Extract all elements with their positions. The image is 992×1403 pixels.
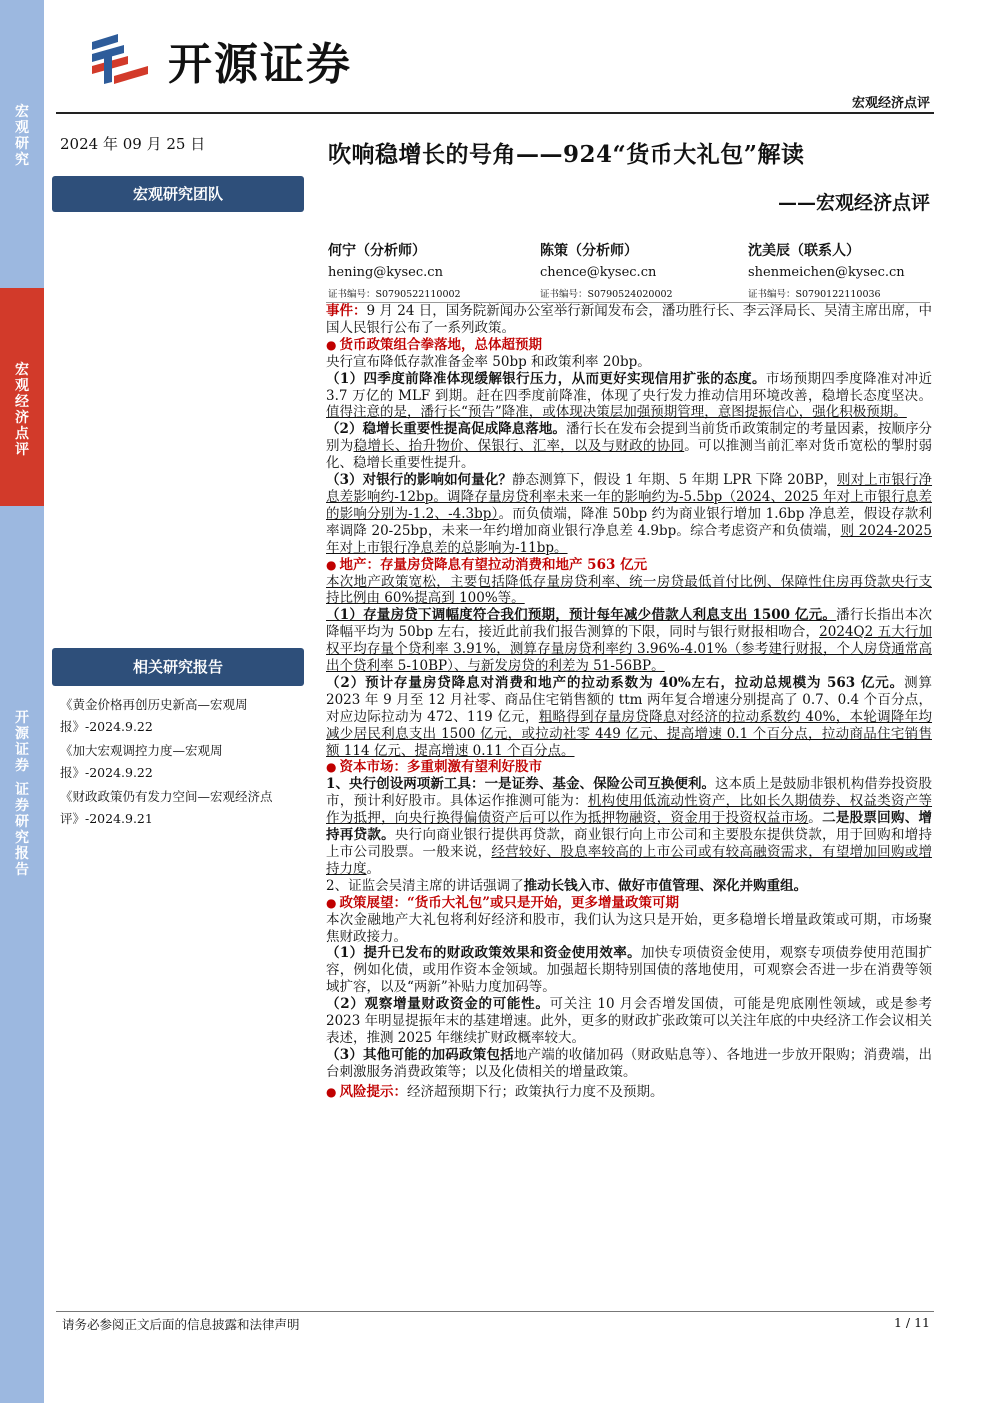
sidebar-char: 观: [15, 378, 29, 394]
event-label: 事件：: [326, 303, 367, 319]
brand-logo-icon: [88, 32, 160, 88]
analyst-name: 沈美辰（联系人）: [748, 243, 860, 259]
section-heading-text: 货币政策组合拳落地，总体超预期: [339, 336, 542, 353]
sidebar-char: 研: [15, 136, 29, 152]
bold-text: （1）四季度前降准体现缓解银行压力，从而更好实现信用扩张的态度。: [326, 370, 766, 387]
analyst-card: [540, 240, 673, 306]
sidebar-char: 宏: [15, 104, 29, 120]
section-heading-text: 资本市场：多重刺激有望利好股市: [339, 759, 542, 776]
text: 。: [808, 810, 823, 827]
text: 可关注 10 月会否增发国债，可能是兜底刚性领域，或是参考 2023 年明显提振年末的基建增速。此外，更多的财政扩张政策可以关注年底的中央经济工作会议相关表述，推测 2025 年继续扩财政概率较大。: [326, 996, 932, 1046]
analyst-email[interactable]: shenmeichen@kysec.cn: [748, 265, 905, 280]
related-report-link[interactable]: 《黄金价格再创历史新高—宏观周报》-2024.9.22: [60, 697, 248, 734]
underlined-text: 机构使用低流动性资产，比如长久期债券、权益类资产等作为抵押，向央行换得偏债资产后可以作为抵押物融资，资金用于投资权益市场: [326, 793, 933, 827]
bullet-icon: ●: [326, 760, 337, 775]
section-heading: [326, 759, 932, 776]
analyst-email[interactable]: hening@kysec.cn: [328, 265, 443, 280]
paragraph: [326, 472, 932, 557]
sidebar-char: 宏: [15, 362, 29, 378]
paragraph: 央行宣布降低存款准备金率 50bp 和政策利率 20bp。: [326, 353, 651, 370]
section-heading: [326, 557, 932, 574]
analyst-license: 证书编号：S0790522110002: [328, 289, 461, 300]
text: 潘行长在发布会提到当前货币政策制定的考量因素，按顺序分别为: [326, 421, 933, 455]
section-heading: [326, 337, 932, 354]
sidebar-char: 证: [15, 742, 29, 758]
page-number: 1 / 11: [893, 1315, 930, 1330]
text: 。而负债端，降准 50bp 约为商业银行增加 1.6bp 净息差，假设存款利率调降 20-25bp，未来一年约增加商业银行净息差 4.9bp。综合考虑资产和负债端，: [326, 505, 932, 539]
bold-text: （2）观察增量财政资金的可能性。: [326, 996, 550, 1013]
text: 潘行长指出本次降幅平均为 50bp 左右，接近此前我们报告测算的下限，同时与银行财报相吻合，: [326, 607, 933, 641]
sidebar-char: 报: [15, 846, 29, 862]
underlined-text: 经营较好、股息率较高的上市公司或有较高融资需求，有望增加回购或增持力度: [326, 844, 933, 877]
paragraph: [326, 945, 932, 996]
bullet-icon: ●: [326, 895, 337, 910]
paragraph: [326, 996, 932, 1047]
related-reports-label: 相关研究报告: [52, 648, 304, 686]
underlined-text: 2024Q2 五大行加权平均存量个贷利率 3.91%，测算存量房贷利率约 3.96%-4.01%（参考建行财报，个人房贷通常高出个贷利率 5-10BP）、与新发房贷的利差为 51-56BP。: [326, 624, 933, 675]
paragraph: [326, 878, 932, 895]
report-body: [326, 303, 932, 1101]
bullet-icon: ●: [326, 557, 337, 572]
text: 测算 2023 年 9 月至 12 月社零、商品住宅销售额的 ttm 两年复合增速分别提高了 0.7、0.4 个百分点，对应边际拉动为 472、119 亿元，: [326, 674, 932, 725]
sidebar-segment-brand-report: [0, 506, 44, 1403]
team-label-box: 宏观研究团队: [52, 176, 304, 212]
bullet-icon: ●: [326, 337, 337, 352]
sidebar-char: 券: [15, 758, 29, 774]
bold-text: （3）对银行的影响如何量化？: [326, 472, 512, 489]
bold-text: （2）稳增长重要性提高促成降息落地。: [326, 421, 566, 438]
underlined-text: 则对上市银行净息差影响约-12bp。调降存量房贷利率未来一年的影响约为-5.5bp（2024、2025 年对上市银行息差的影响分别为-1.2、-4.3bp）: [326, 472, 933, 522]
related-reports-list: [60, 694, 308, 832]
related-report-link[interactable]: 《加大宏观调控力度—宏观周报》-2024.9.22: [60, 743, 223, 780]
related-report-link[interactable]: 《财政政策仍有发力空间—宏观经济点评》-2024.9.21: [60, 789, 273, 826]
analyst-name: 陈策（分析师）: [540, 243, 638, 259]
report-subtitle: ——宏观经济点评: [777, 192, 930, 214]
paragraph: [326, 421, 932, 472]
paragraph: [326, 675, 932, 760]
analyst-license: 证书编号：S0790122110036: [748, 289, 881, 300]
underlined-text: 则 2024-2025 年对上市银行净息差的总影响为-11bp。: [326, 522, 932, 556]
section-heading-text: 政策展望：“货币大礼包”或只是开始，更多增量政策可期: [339, 894, 680, 911]
underlined-text: 值得注意的是，潘行长“预告”降准，或体现决策层加强预期管理，意图提振信心，强化积极预期。: [326, 404, 907, 421]
paragraph: [326, 607, 932, 675]
sidebar-char: 证: [15, 782, 29, 798]
sidebar-char: 点: [15, 426, 29, 442]
report-title: 吹响稳增长的号角——924“货币大礼包”解读: [328, 141, 805, 168]
underlined-text: 粗略得到存量房贷降息对经济的拉动系数约 40%，本轮调降年均减少居民利息支出 1500 亿元，或拉动社零 449 亿元、提高增速 0.1 个百分点，拉动商品住宅销售额 114 亿元、提高增速 0.11 个百分点。: [326, 708, 933, 759]
sidebar-char: 开: [15, 710, 29, 726]
analyst-license: 证书编号：S0790524020002: [540, 289, 673, 300]
sidebar-char: 源: [15, 726, 29, 742]
paragraph: 本次金融地产大礼包将利好经济和股市，我们认为这只是开始，更多稳增长增量政策或可期，市场聚焦财政接力。: [326, 911, 932, 945]
text: 。: [366, 860, 380, 877]
analyst-name: 何宁（分析师）: [328, 243, 426, 259]
bold-text: （1）存量房贷下调幅度符合我们预期，预计每年减少借款人利息支出 1500 亿元。: [326, 607, 837, 624]
bullet-icon: ●: [326, 1084, 337, 1099]
text: 静态测算下，假设 1 年期、5 年期 LPR 下降 20BP，: [511, 472, 838, 489]
paragraph: [326, 1047, 932, 1081]
text: 。可以推测当前汇率对货币宽松的掣肘弱化、稳增长重要性提升。: [326, 438, 933, 472]
sidebar-char: 究: [15, 152, 29, 168]
event-text: 9 月 24 日，国务院新闻办公室举行新闻发布会，潘功胜行长、李云泽局长、吴清主席出席，中国人民银行公布了一系列政策。: [326, 303, 933, 336]
bold-text: （2）预计存量房贷降息对消费和地产的拉动系数为 40%左右，拉动总规模为 563 亿元。: [326, 674, 905, 691]
sidebar-char: 研: [15, 814, 29, 830]
analyst-card: [748, 240, 905, 306]
footer-disclaimer: 请务必参阅正文后面的信息披露和法律声明: [62, 1317, 300, 1332]
risk-label: 风险提示：: [339, 1083, 407, 1100]
vertical-sidebar: [0, 0, 44, 1403]
sidebar-char: 券: [15, 798, 29, 814]
risk-text: 经济超预期下行；政策执行力度不及预期。: [406, 1083, 664, 1100]
sidebar-char: 济: [15, 410, 29, 426]
event-paragraph: [326, 303, 932, 337]
sidebar-char: 告: [15, 862, 29, 878]
analyst-email[interactable]: chence@kysec.cn: [540, 265, 657, 280]
text: 央行向商业银行提供再贷款，商业银行向上市公司和主要股东提供贷款，用于回购和增持上市公司股票。一般来说，: [326, 827, 933, 860]
bold-text: 推动长钱入市、做好市值管理、深化并购重组。: [523, 877, 808, 894]
sidebar-segment-macro-review: [0, 288, 44, 506]
text: 2、证监会吴清主席的讲话强调了: [326, 877, 524, 894]
text: 地产端的收储加码（财政贴息等）、各地进一步放开限购；消费端，出台刺激服务消费政策等；以及化债相关的增量政策。: [326, 1046, 932, 1080]
bold-text: （1）提升已发布的财政政策效果和资金使用效率。: [326, 945, 642, 962]
report-date: 2024 年 09 月 25 日: [60, 135, 206, 153]
sidebar-char: 观: [15, 120, 29, 136]
header-category: 宏观经济点评: [851, 96, 930, 111]
analyst-card: [328, 240, 461, 306]
bold-text: 二是股票回购、增持再贷款。: [326, 810, 933, 844]
sidebar-segment-macro-research: [0, 0, 44, 288]
sidebar-char: 经: [15, 394, 29, 410]
text: 市场预期四季度降准对冲近 3.7 万亿的 MLF 到期。赶在四季度前降准，体现了央行发力推动信用环境改善，稳增长态度坚决。: [326, 370, 932, 404]
footer-divider: [56, 1311, 934, 1312]
bold-text: （3）其他可能的加码政策包括: [326, 1046, 514, 1063]
paragraph: [326, 776, 932, 877]
paragraph: 本次地产政策宽松，主要包括降低存量房贷利率、统一房贷最低首付比例、保障性住房再贷款央行支持比例由 60%提高到 100%等。: [326, 573, 932, 607]
paragraph: [326, 371, 932, 422]
brand-name: 开源证券: [168, 39, 352, 90]
text: 加快专项债资金使用，观察专项债券使用范围扩容，例如化债，或用作资本金领域。加强超长期特别国债的落地使用，可观察会否进一步在消费等领域扩容，以及“两新”补贴力度加码等。: [326, 945, 933, 996]
section-heading: [326, 895, 932, 912]
header-divider: [56, 112, 934, 114]
underlined-text: 稳增长、抬升物价、保银行、汇率，以及与财政的协同: [353, 438, 685, 455]
risk-paragraph: [326, 1084, 932, 1101]
brand-logo: [88, 30, 352, 90]
sidebar-char: 评: [15, 442, 29, 458]
bold-text: 1、央行创设两项新工具：一是证券、基金、保险公司互换便利。: [326, 776, 716, 793]
text: 这本质上是鼓励非银机构借券投资股市，预计利好股市。具体运作推测可能为：: [326, 776, 932, 810]
section-heading-text: 地产：存量房贷降息有望拉动消费和地产 563 亿元: [339, 556, 648, 573]
sidebar-char: 究: [15, 830, 29, 846]
